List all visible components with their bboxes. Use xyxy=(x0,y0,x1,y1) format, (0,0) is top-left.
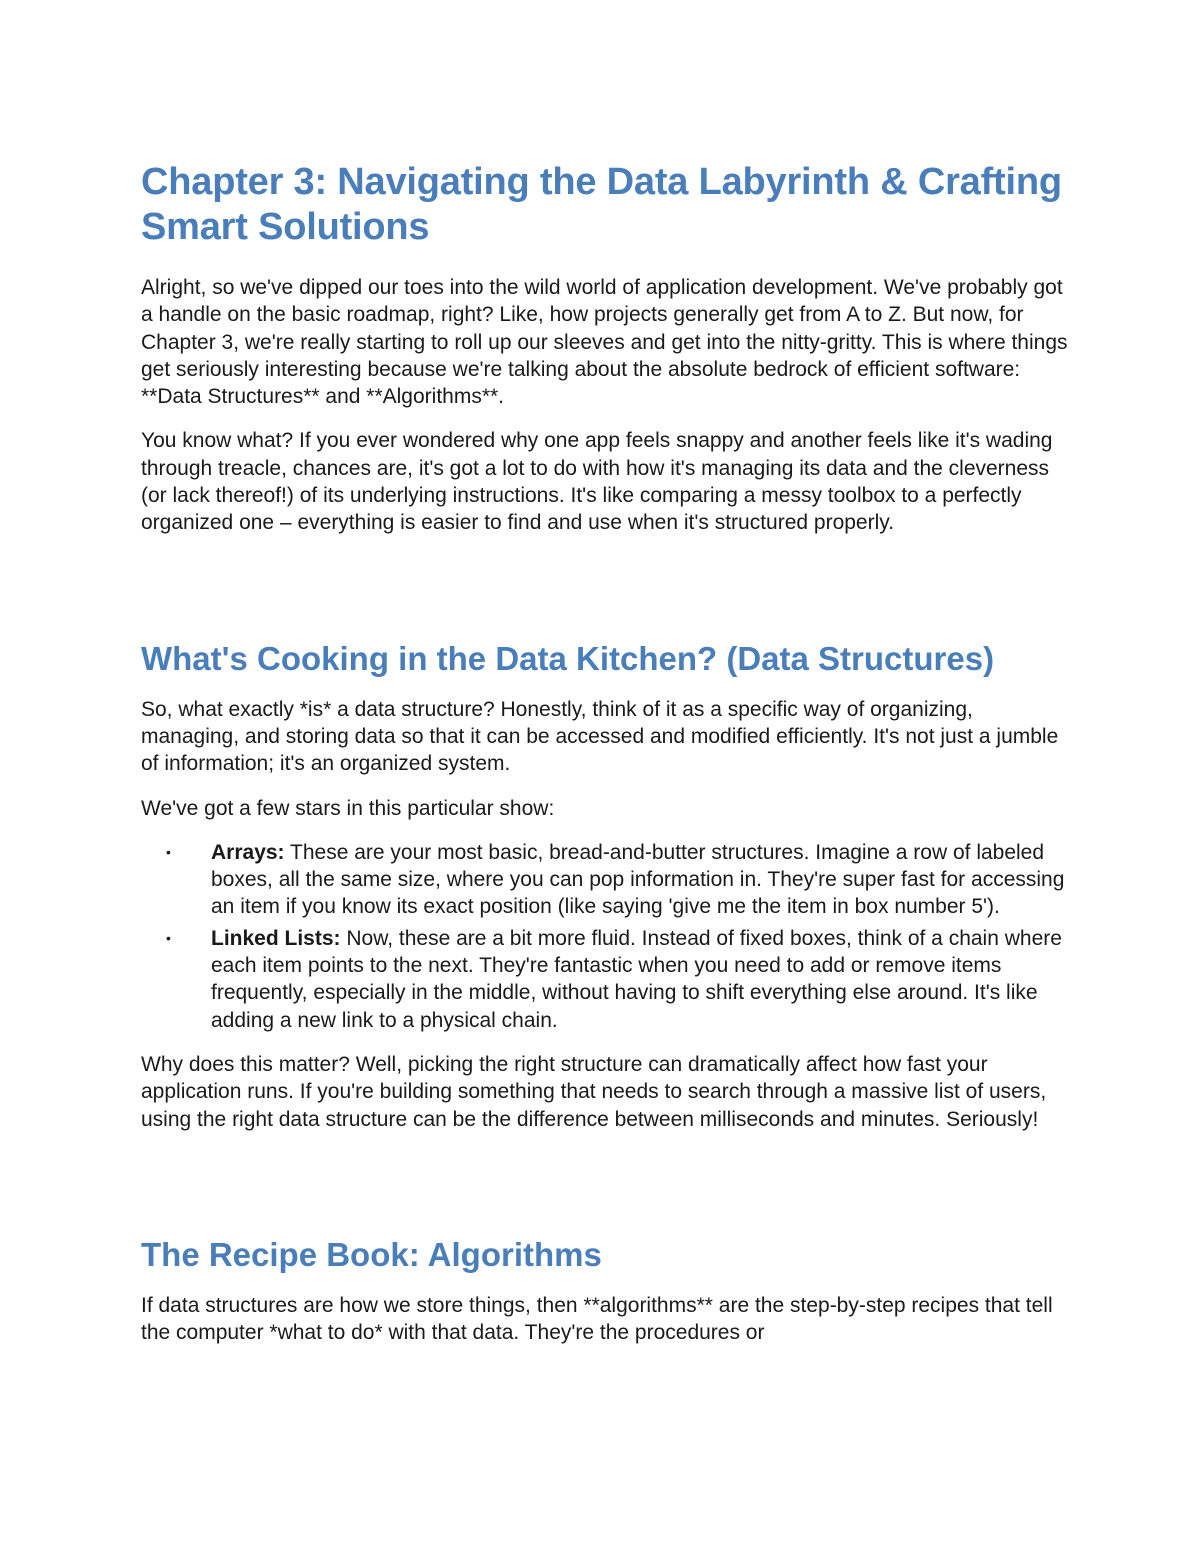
section-title-data-structures: What's Cooking in the Data Kitchen? (Data Structures) xyxy=(141,639,995,677)
document-page xyxy=(141,160,1071,1363)
data-structures-paragraph-3: Why does this matter? Well, picking the right structure can dramatically affect how fast your application runs. If you're building something that needs to search through a massive list of users, using the right data structure can be the difference between milliseconds and minutes. Seriously! xyxy=(141,1052,1047,1131)
list-item-text: Now, these are a bit more fluid. Instead of fixed boxes, think of a chain where each item points to the next. They're fantastic when you need to add or remove items frequently, especially in the middle, without having to shift everything else around. It's like adding a new link to a physical chain. xyxy=(211,926,1062,1032)
list-item-linked-lists xyxy=(141,925,1071,1034)
section-spacer xyxy=(141,1150,1071,1236)
list-item-term: Arrays: xyxy=(211,840,285,864)
list-item-arrays xyxy=(141,839,1071,921)
section-spacer xyxy=(141,554,1071,640)
data-structures-list xyxy=(141,839,1071,1034)
bullet-icon: • xyxy=(166,843,171,860)
data-structures-paragraph-2: We've got a few stars in this particular show: xyxy=(141,796,555,820)
algorithms-paragraph-1: If data structures are how we store things, then **algorithms** are the step-by-step recipes that tell the computer *what to do* with that data. They're the procedures or xyxy=(141,1293,1053,1345)
data-structures-paragraph-1: So, what exactly *is* a data structure? Honestly, think of it as a specific way of organizing, managing, and storing data so that it can be accessed and modified efficiently. It's not just a jumble of information; it's an organized system. xyxy=(141,697,1059,776)
chapter-title: Chapter 3: Navigating the Data Labyrinth & Crafting Smart Solutions xyxy=(141,161,1062,248)
list-item-term: Linked Lists: xyxy=(211,926,341,950)
bullet-icon: • xyxy=(166,929,171,946)
list-item-text: These are your most basic, bread-and-butter structures. Imagine a row of labeled boxes, all the same size, where you can pop information in. They're super fast for accessing an item if you know its exact position (like saying 'give me the item in box number 5'). xyxy=(211,840,1065,919)
intro-paragraph-1: Alright, so we've dipped our toes into the wild world of application development. We've probably got a handle on the basic roadmap, right? Like, how projects generally get from A to Z. But now, for Chapter 3, we're really starting to roll up our sleeves and get into the nitty-gritty. This is where things get seriously interesting because we're talking about the absolute bedrock of efficient software: **Data Structures** and **Algorithms**. xyxy=(141,276,1068,409)
intro-paragraph-2: You know what? If you ever wondered why one app feels snappy and another feels like it's wading through treacle, chances are, it's got a lot to do with how it's managing its data and the cleverness (or lack thereof!) of its underlying instructions. It's like comparing a messy toolbox to a perfectly organized one – everything is easier to find and use when it's structured properly. xyxy=(141,429,1053,535)
section-title-algorithms: The Recipe Book: Algorithms xyxy=(141,1235,602,1273)
